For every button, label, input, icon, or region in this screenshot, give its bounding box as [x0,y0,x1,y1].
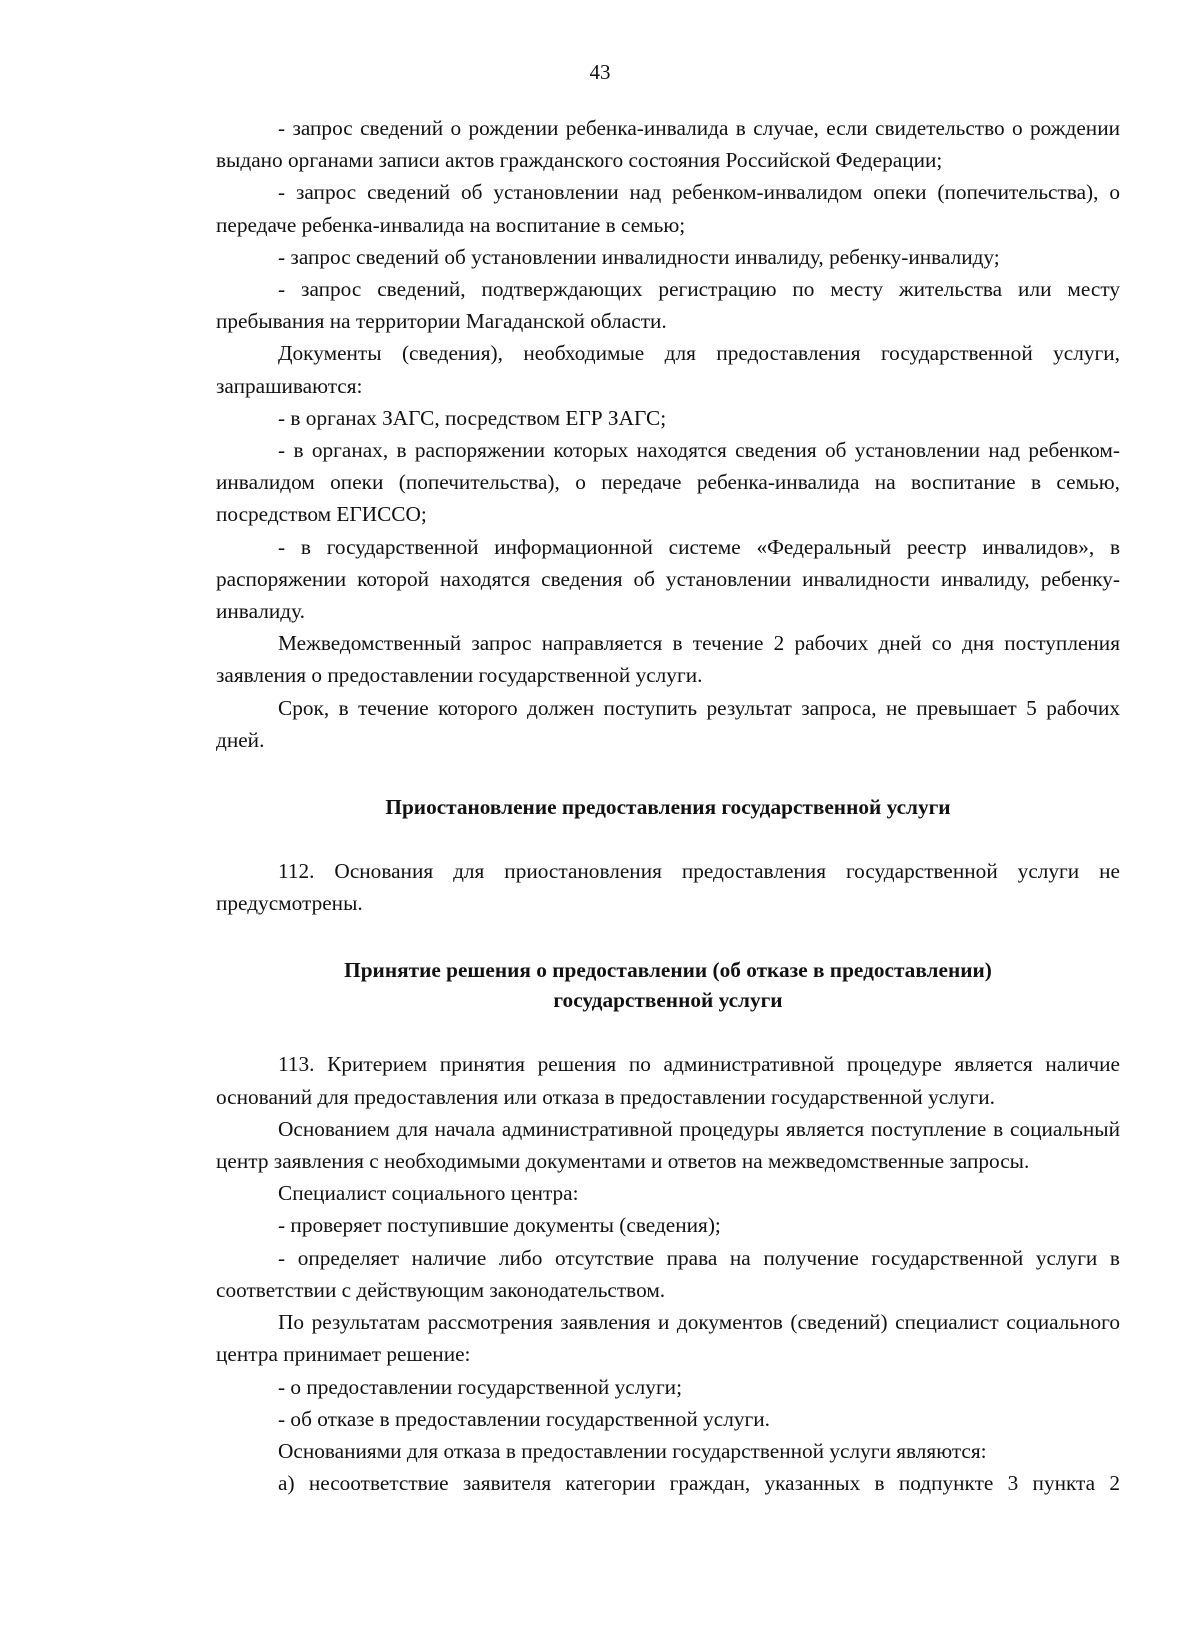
paragraph: - проверяет поступившие документы (сведения); [278,1213,721,1238]
paragraph: Основанием для начала административной процедуры является поступление в социальный центр заявления с необходимыми документами и ответов на межведомственные запросы. [216,1116,1120,1174]
paragraph: 112. Основания для приостановления предоставления государственной услуги не предусмотрены. [216,859,1120,916]
paragraph: - об отказе в предоставлении государственной услуги. [278,1406,770,1431]
spacer [216,1015,1120,1048]
paragraph: - в государственной информационной системе «Федеральный реестр инвалидов», в распоряжении которой находятся сведения об установлении инвалидности инвалиду, ребенку-инвалиду. [216,534,1120,624]
section-heading-line: Приостановление предоставления государственной услуги [385,795,951,820]
paragraph: - о предоставлении государственной услуги; [278,1374,682,1399]
paragraph: Срок, в течение которого должен поступить результат запроса, не превышает 5 рабочих дней. [216,695,1120,752]
paragraph: - запрос сведений об установлении инвалидности инвалиду, ребенку-инвалиду; [278,244,1000,269]
paragraph: 113. Критерием принятия решения по административной процедуре является наличие оснований для предоставления или отказа в предоставлении государственной услуги. [216,1052,1120,1109]
paragraph: Специалист социального центра: [278,1181,579,1206]
section-heading-line: Принятие решения о предоставлении (об отказе в предоставлении) [344,958,992,983]
paragraph: - запрос сведений, подтверждающих регистрацию по месту жительства или месту пребывания на территории Магаданской области. [216,277,1120,334]
page-number: 43 [589,60,611,84]
section-heading-line: государственной услуги [553,988,783,1013]
spacer [216,756,1120,792]
paragraph: а) несоответствие заявителя категории граждан, указанных в подпункте 3 пункта 2 [278,1471,1120,1496]
paragraph: - запрос сведений об установлении над ребенком-инвалидом опеки (попечительства), о передаче ребенка-инвалида на воспитание в семью; [216,180,1120,237]
paragraph: Документы (сведения), необходимые для предоставления государственной услуги, запрашиваются: [216,341,1120,398]
paragraph: По результатам рассмотрения заявления и документов (сведений) специалист социального центра принимает решение: [216,1310,1120,1367]
paragraph: Основаниями для отказа в предоставлении государственной услуги являются: [278,1438,987,1463]
document-body [216,112,1120,1499]
paragraph: - в органах ЗАГС, посредством ЕГР ЗАГС; [278,405,667,430]
spacer [216,919,1120,955]
section-heading [216,792,1120,822]
section-heading [216,955,1120,1015]
paragraph: - в органах, в распоряжении которых находятся сведения об установлении над ребенком-инвалидом опеки (попечительства), о передаче ребенка-инвалида на воспитание в семью, посредством ЕГИССО; [216,438,1120,527]
paragraph: - запрос сведений о рождении ребенка-инвалида в случае, если свидетельство о рождении выдано органами записи актов гражданского состояния Российской Федерации; [216,116,1120,173]
paragraph: Межведомственный запрос направляется в течение 2 рабочих дней со дня поступления заявления о предоставлении государственной услуги. [216,631,1120,688]
paragraph: - определяет наличие либо отсутствие права на получение государственной услуги в соответствии с действующим законодательством. [216,1245,1120,1302]
spacer [216,822,1120,855]
